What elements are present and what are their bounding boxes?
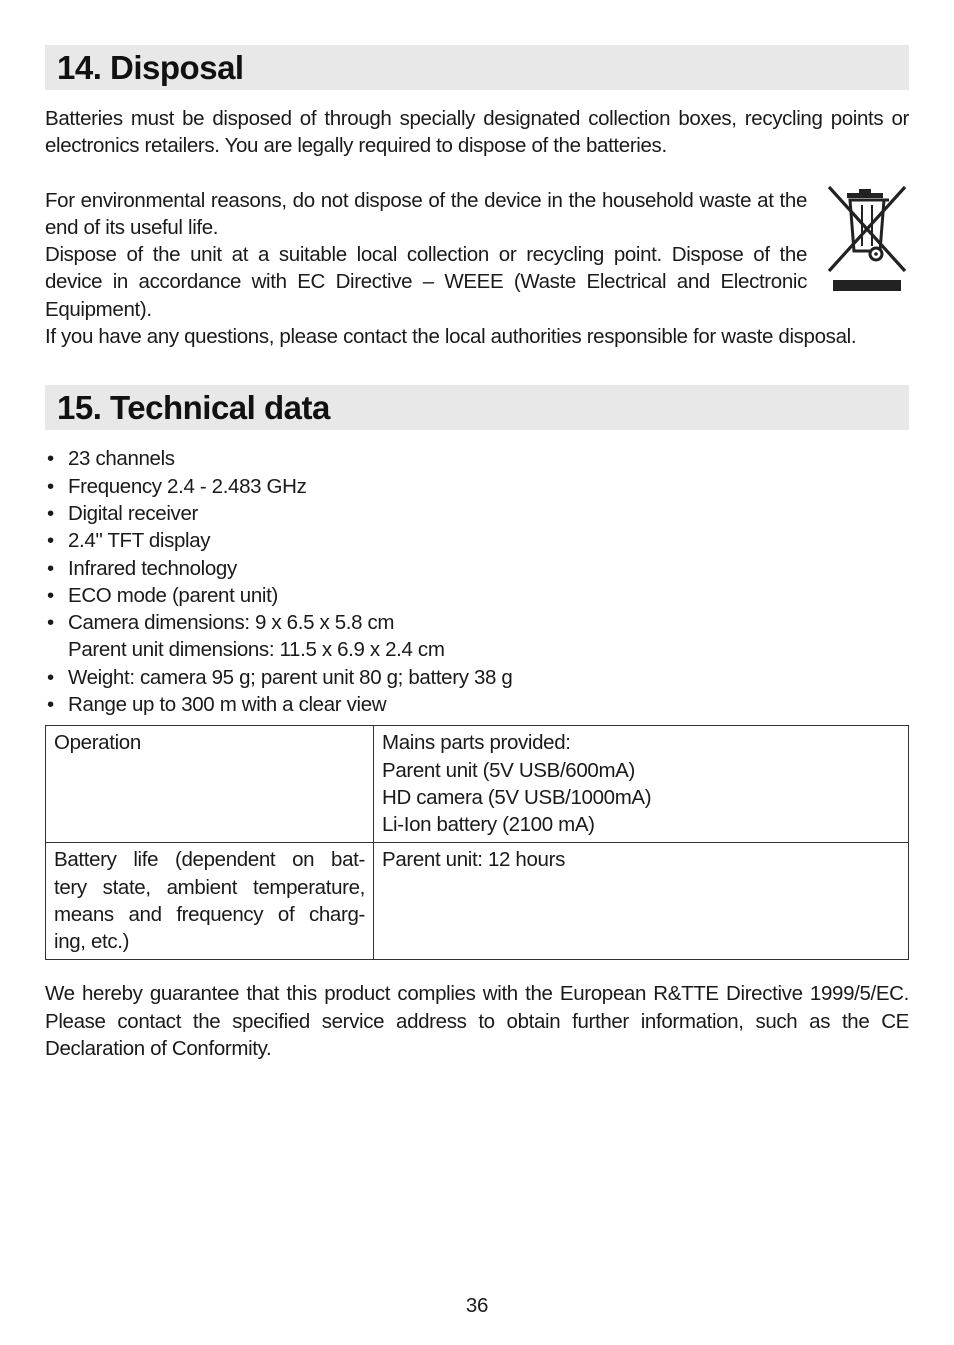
- bullet-icon: •: [47, 501, 54, 525]
- bullet-icon: •: [47, 529, 54, 553]
- battery-life-value: Parent unit: 12 hours: [382, 848, 565, 872]
- manual-page: [45, 45, 909, 1062]
- dispose-line-1: Dispose of the unit at a suitable local collection or recycling point. Dispose of the: [45, 243, 807, 267]
- table-row: [46, 843, 909, 960]
- mains-parts-line: Li-Ion battery (2100 mA): [382, 813, 595, 837]
- technical-data-table: [45, 725, 909, 960]
- spec-text-continued: Parent unit dimensions: 11.5 x 6.9 x 2.4 cm: [68, 638, 445, 662]
- dispose-line-2: device in accordance with EC Directive – WEEE (Waste Electrical and Electronic: [45, 270, 807, 294]
- spec-text: 23 channels: [68, 447, 175, 471]
- spec-text: Infrared technology: [68, 556, 237, 580]
- questions-paragraph: If you have any questions, please contact the local authorities responsible for waste disposal.: [45, 325, 857, 349]
- specs-list: [45, 445, 909, 718]
- spec-text: Camera dimensions: 9 x 6.5 x 5.8 cm: [68, 611, 395, 635]
- spec-item: [45, 500, 909, 527]
- device-disposal-block: [45, 187, 909, 351]
- spec-text: Range up to 300 m with a clear view: [68, 693, 387, 717]
- bullet-icon: •: [47, 693, 54, 717]
- spec-item: [45, 445, 909, 472]
- spec-item: [45, 582, 909, 609]
- spec-text: Frequency 2.4 - 2.483 GHz: [68, 474, 307, 498]
- spec-item: [45, 664, 909, 691]
- table-row: [46, 726, 909, 843]
- battery-life-label-line: ing, etc.): [54, 930, 130, 954]
- page-number: 36: [465, 1294, 489, 1317]
- disposal-section-header: [45, 45, 909, 90]
- bullet-icon: •: [47, 556, 54, 580]
- table-cell-label: [46, 726, 374, 843]
- battery-life-label-line: Battery life (dependent on bat-: [54, 848, 365, 872]
- spec-text: 2.4" TFT display: [68, 529, 211, 553]
- technical-data-section-header: [45, 385, 909, 430]
- bullet-icon: •: [47, 474, 54, 498]
- spec-text: ECO mode (parent unit): [68, 583, 278, 607]
- battery-life-label-line: tery state, ambient temperature,: [54, 875, 365, 899]
- mains-parts-line: Parent unit (5V USB/600mA): [382, 758, 635, 782]
- spec-item: [45, 527, 909, 554]
- battery-disposal-paragraph: Batteries must be disposed of through specially designated collection boxes, recycling points or electronics retailers. You are legally required to dispose of the batteries.: [45, 107, 909, 158]
- battery-life-label-line: means and frequency of charg-: [54, 902, 365, 926]
- bullet-icon: •: [47, 611, 54, 635]
- technical-data-heading: 15. Technical data: [57, 388, 330, 426]
- bullet-icon: •: [47, 665, 54, 689]
- device-disposal-text: [45, 187, 807, 323]
- spec-item: [45, 555, 909, 582]
- spec-text: Weight: camera 95 g; parent unit 80 g; battery 38 g: [68, 665, 513, 689]
- mains-parts-line: Mains parts provided:: [382, 731, 571, 755]
- operation-label: Operation: [54, 731, 141, 755]
- environment-paragraph: For environmental reasons, do not dispose of the device in the household waste at the end of its useful life.: [45, 188, 807, 239]
- bullet-icon: •: [47, 447, 54, 471]
- bullet-icon: •: [47, 583, 54, 607]
- spec-item: [45, 691, 909, 718]
- dispose-line-3: Equipment).: [45, 297, 152, 321]
- table-cell-label: [46, 843, 374, 960]
- table-cell-value: [374, 726, 909, 843]
- crossed-out-wheelie-bin-icon: [825, 179, 909, 291]
- guarantee-paragraph: We hereby guarantee that this product complies with the European R&TTE Directive 1999/5/EC. Please contact the specified service address to obtain further information, such as the CE Declaration of Conformity.: [45, 982, 909, 1060]
- spec-text: Digital receiver: [68, 501, 198, 525]
- spec-item: [45, 609, 909, 664]
- table-cell-value: [374, 843, 909, 960]
- disposal-heading: 14. Disposal: [57, 48, 244, 86]
- spec-item: [45, 473, 909, 500]
- mains-parts-line: HD camera (5V USB/1000mA): [382, 785, 652, 809]
